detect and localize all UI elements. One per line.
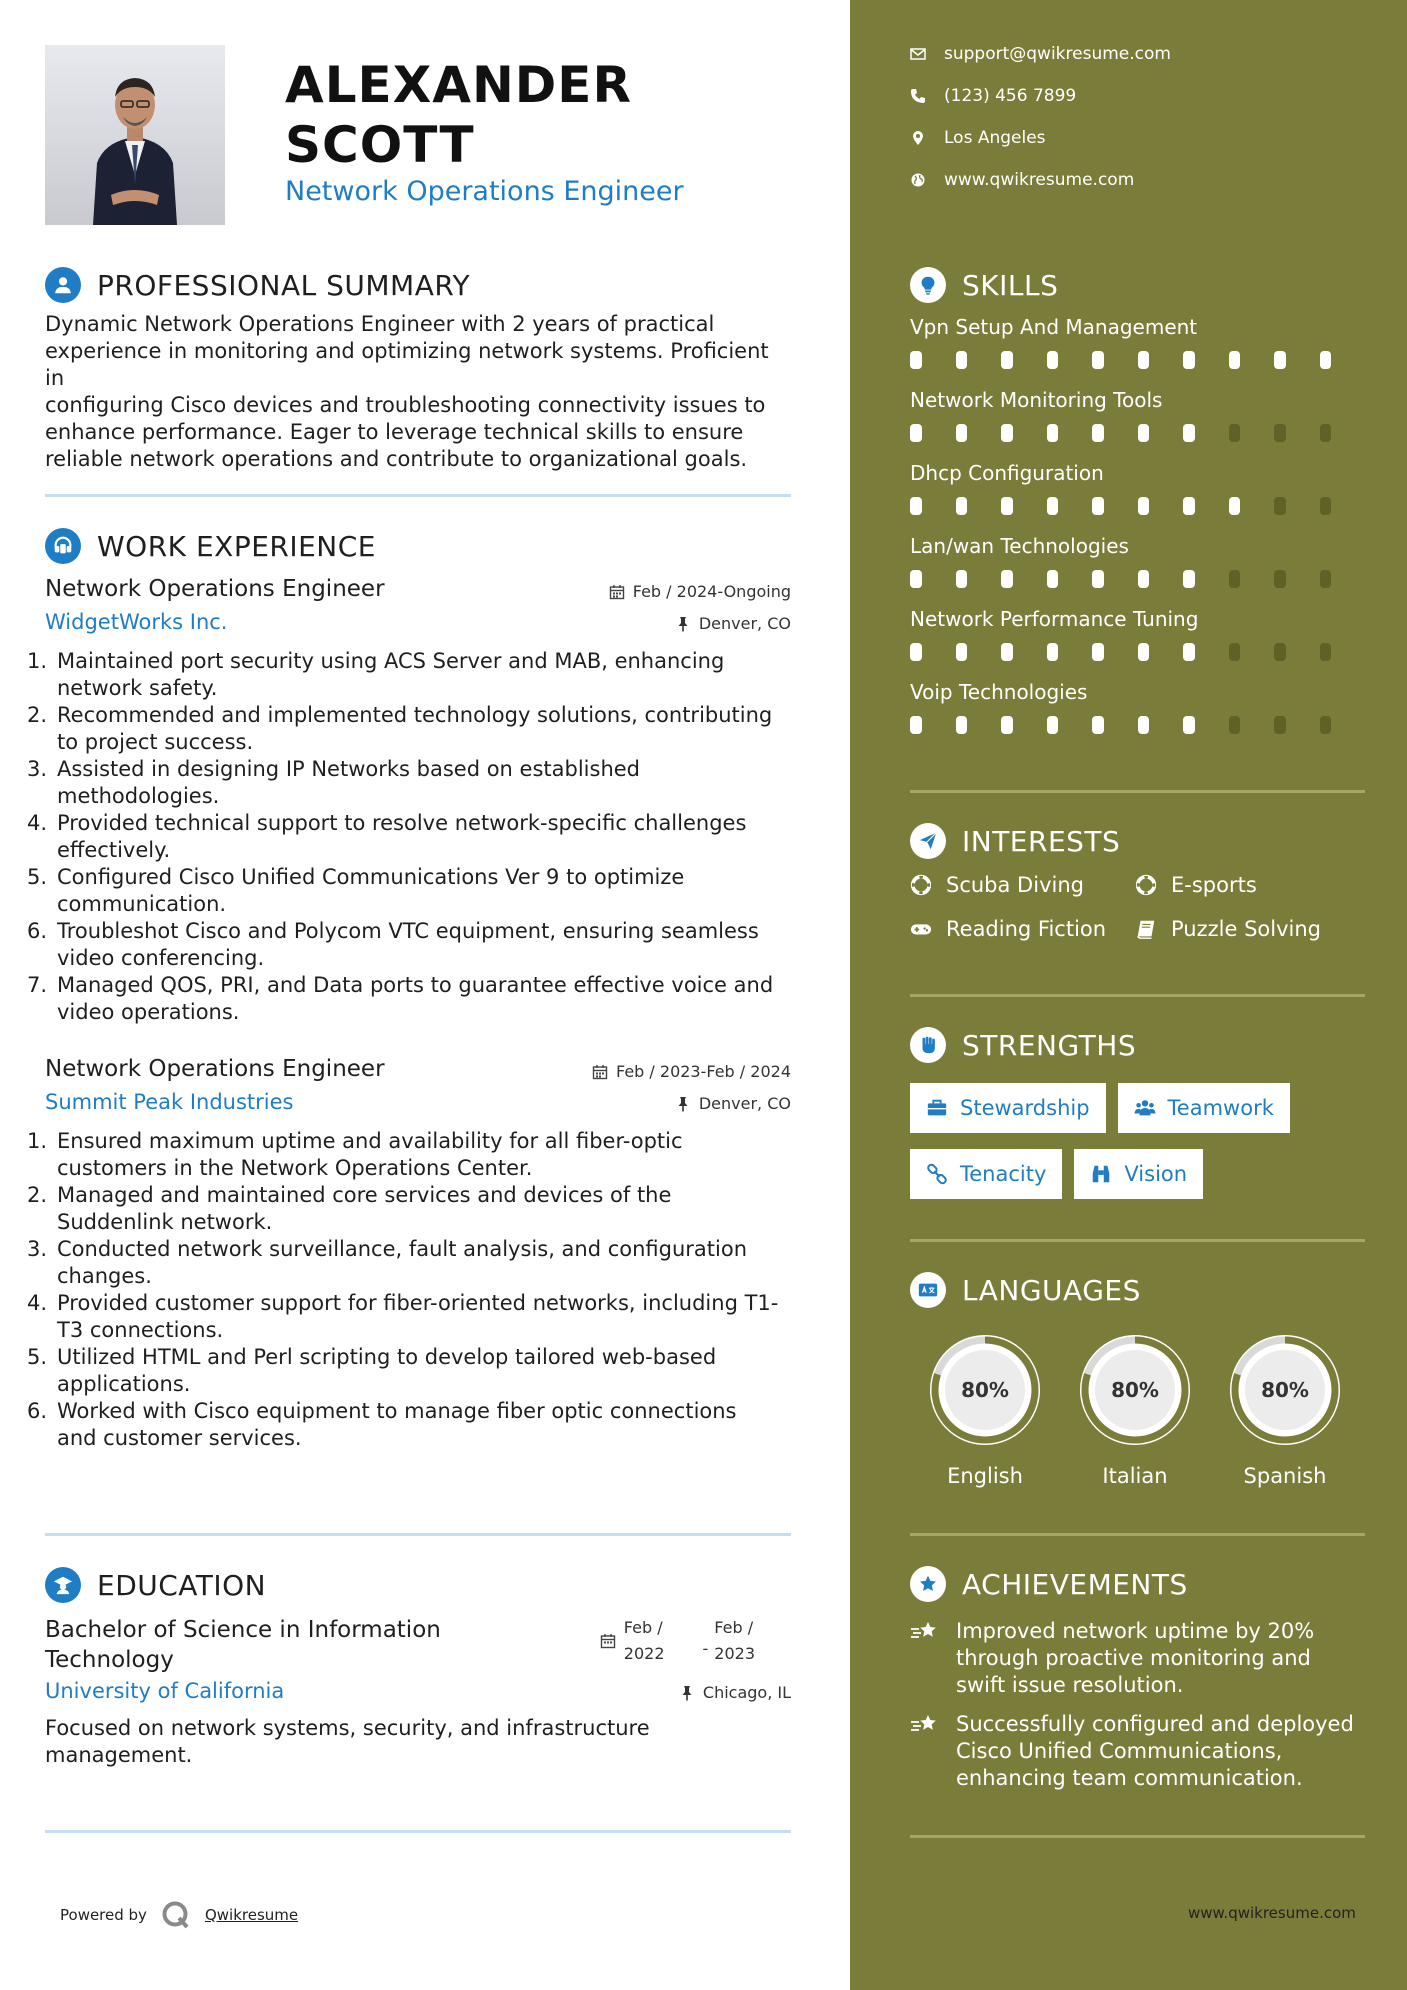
section-divider: [45, 494, 791, 497]
map-pin-icon: [910, 130, 926, 146]
bullet-line: Assisted in designing IP Networks based on established: [57, 757, 641, 781]
bullet-number: 2.: [27, 703, 48, 727]
job-role: Network Operations Engineer: [45, 576, 385, 602]
bullet-number: 7.: [27, 973, 48, 997]
rating-dot-filled: [1138, 570, 1150, 588]
rating-dot-filled: [1092, 570, 1104, 588]
rating-dot-filled: [956, 497, 968, 515]
bullet-line: customers in the Network Operations Center.: [57, 1156, 533, 1180]
language-name: English: [947, 1464, 1023, 1488]
qwikresume-link[interactable]: Qwikresume: [204, 1906, 299, 1924]
bullet-number: 4.: [27, 811, 48, 835]
pushpin-icon: [679, 1685, 695, 1701]
rating-dot-empty: [1274, 424, 1286, 442]
bullet-number: 3.: [27, 1237, 48, 1261]
rating-dot-filled: [956, 643, 968, 661]
skill-item: [910, 532, 1365, 605]
bullet-item: [27, 1236, 791, 1290]
bullet-line: Configured Cisco Unified Communications Ver 9 to optimize: [57, 865, 685, 889]
interest-item: [1135, 873, 1365, 897]
bullet-item: [27, 702, 791, 756]
education-description: [45, 1715, 791, 1769]
summary-text: [45, 311, 791, 473]
summary-section: [45, 265, 791, 473]
rating-dot-filled: [1229, 497, 1241, 515]
job-date: [609, 582, 791, 601]
rating-dot-filled: [1183, 570, 1195, 588]
email-text: support@qwikresume.com: [944, 44, 1171, 64]
job-location-text: Denver, CO: [698, 1094, 791, 1113]
rating-dot-filled: [1047, 716, 1059, 734]
contact-location: [910, 128, 1046, 148]
rating-dot-empty: [1229, 570, 1241, 588]
bullet-line: to project success.: [57, 730, 254, 754]
rating-dot-filled: [1183, 351, 1195, 369]
rating-dot-filled: [1047, 570, 1059, 588]
skill-rating: [910, 351, 1365, 369]
job-location-text: Denver, CO: [698, 614, 791, 633]
bullet-item: [27, 972, 791, 1026]
strength-chip: [1074, 1149, 1203, 1199]
skill-name: Dhcp Configuration: [910, 461, 1104, 485]
description-line: Focused on network systems, security, and infrastructure: [45, 1716, 650, 1740]
skills-heading: SKILLS: [962, 268, 1059, 302]
job-bullets: [27, 648, 791, 1026]
user-icon: [45, 267, 81, 303]
bullet-line: network safety.: [57, 676, 218, 700]
degree-line: Bachelor of Science in Information: [45, 1617, 441, 1643]
briefcase-icon: [926, 1097, 948, 1119]
language-item: [910, 1328, 1060, 1488]
rating-dot-filled: [1001, 643, 1013, 661]
bullet-item: [27, 864, 791, 918]
strengths-heading: STRENGTHS: [962, 1028, 1137, 1062]
pushpin-icon: [675, 1096, 691, 1112]
education-heading: EDUCATION: [97, 1568, 267, 1602]
rating-dot-filled: [910, 497, 922, 515]
rating-dot-filled: [1138, 497, 1150, 515]
job-entry: [27, 1056, 791, 1452]
phone-icon: [910, 88, 926, 104]
rating-dot-filled: [1138, 716, 1150, 734]
bullet-number: 1.: [27, 1129, 48, 1153]
skill-item: [910, 459, 1365, 532]
sidebar-divider: [910, 790, 1365, 793]
bullet-line: Utilized HTML and Perl scripting to develop tailored web-based: [57, 1345, 717, 1369]
bullet-number: 1.: [27, 649, 48, 673]
sidebar-divider: [910, 1533, 1365, 1536]
rating-dot-filled: [1001, 497, 1013, 515]
achievement-item: [910, 1711, 1365, 1792]
star-badge-icon: [910, 1566, 946, 1602]
job-bullets: [27, 1128, 791, 1452]
skill-item: [910, 678, 1365, 751]
rating-dot-filled: [1001, 716, 1013, 734]
education-location: [679, 1683, 791, 1702]
rating-dot-filled: [956, 351, 968, 369]
bullet-item: [27, 1344, 791, 1398]
rating-dot-filled: [1138, 643, 1150, 661]
language-name: Spanish: [1243, 1464, 1327, 1488]
skill-rating: [910, 497, 1365, 515]
experience-heading: WORK EXPERIENCE: [97, 529, 376, 563]
achievement-line: through proactive monitoring and: [956, 1646, 1311, 1670]
bullet-number: 6.: [27, 1399, 48, 1423]
strength-label: Vision: [1124, 1162, 1188, 1186]
skills-section: [910, 265, 1365, 751]
bullet-item: [27, 1182, 791, 1236]
job-date: [592, 1062, 791, 1081]
languages-heading: LANGUAGES: [962, 1273, 1141, 1307]
rating-dot-filled: [1047, 643, 1059, 661]
summary-heading: PROFESSIONAL SUMMARY: [97, 268, 471, 302]
bullet-line: methodologies.: [57, 784, 220, 808]
skills-list: [910, 313, 1365, 751]
rating-dot-empty: [1320, 716, 1332, 734]
rating-dot-filled: [956, 716, 968, 734]
bullet-line: communication.: [57, 892, 227, 916]
headset-icon: [45, 528, 81, 564]
contact-website[interactable]: [910, 170, 1134, 190]
rating-dot-filled: [1092, 643, 1104, 661]
end-year: 2023: [714, 1644, 755, 1663]
bullet-line: applications.: [57, 1372, 191, 1396]
strengths-section: [910, 1025, 1365, 1199]
strength-label: Teamwork: [1167, 1096, 1274, 1120]
bullet-number: 5.: [27, 1345, 48, 1369]
skill-name: Lan/wan Technologies: [910, 534, 1129, 558]
language-item: [1210, 1328, 1360, 1488]
rating-dot-filled: [956, 424, 968, 442]
description-line: management.: [45, 1743, 193, 1767]
summary-line: reliable network operations and contribute to organizational goals.: [45, 447, 748, 471]
interest-item: [1135, 917, 1365, 941]
job-entry: [27, 576, 791, 1026]
section-divider: [45, 1830, 791, 1833]
bullet-line: video operations.: [57, 1000, 240, 1024]
rating-dot-filled: [1183, 424, 1195, 442]
language-progress-ring: [1073, 1328, 1197, 1452]
envelope-icon: [910, 46, 926, 62]
end-month: Feb /: [714, 1618, 754, 1637]
lifebuoy-icon: [910, 874, 932, 896]
rating-dot-filled: [1229, 351, 1241, 369]
first-name: ALEXANDER: [285, 56, 632, 114]
rating-dot-filled: [910, 424, 922, 442]
end-date: [714, 1615, 755, 1667]
calendar-icon: [609, 584, 625, 600]
achievement-line: Cisco Unified Communications,: [956, 1739, 1283, 1763]
skill-name: Network Performance Tuning: [910, 607, 1199, 631]
pushpin-icon: [675, 616, 691, 632]
gamepad-icon: [910, 918, 932, 940]
bullet-number: 4.: [27, 1291, 48, 1315]
language-percent: 80%: [1111, 1378, 1159, 1402]
summary-line: experience in monitoring and optimizing network systems. Proficient in: [45, 339, 769, 390]
bullet-line: Conducted network surveillance, fault analysis, and configuration: [57, 1237, 748, 1261]
job-location: [675, 1094, 791, 1113]
education-date: [600, 1615, 755, 1667]
bullet-line: changes.: [57, 1264, 152, 1288]
book-icon: [1135, 918, 1157, 940]
rating-dot-filled: [1092, 497, 1104, 515]
bullet-line: Ensured maximum uptime and availability for all fiber-optic: [57, 1129, 683, 1153]
bullet-number: 6.: [27, 919, 48, 943]
phone-text: (123) 456 7899: [944, 86, 1077, 106]
summary-line: Dynamic Network Operations Engineer with 2 years of practical: [45, 312, 715, 336]
candidate-title: Network Operations Engineer: [285, 176, 684, 207]
interest-item: [910, 917, 1135, 941]
job-company: Summit Peak Industries: [45, 1090, 294, 1114]
strength-label: Stewardship: [960, 1096, 1090, 1120]
language-percent: 80%: [961, 1378, 1009, 1402]
achievements-section: [910, 1564, 1365, 1792]
sidebar-divider: [910, 1835, 1365, 1838]
rating-dot-filled: [910, 643, 922, 661]
rating-dot-empty: [1274, 570, 1286, 588]
binoculars-icon: [1090, 1163, 1112, 1185]
profile-photo: [45, 45, 225, 225]
rating-dot-empty: [1274, 643, 1286, 661]
location-text: Los Angeles: [944, 128, 1046, 148]
rating-dot-filled: [910, 351, 922, 369]
strength-chip: [1118, 1083, 1290, 1133]
rating-dot-empty: [1274, 716, 1286, 734]
bullet-item: [27, 810, 791, 864]
bullet-item: [27, 1290, 791, 1344]
calendar-icon: [600, 1633, 616, 1649]
bullet-line: T3 connections.: [57, 1318, 224, 1342]
achievement-line: enhancing team communication.: [956, 1766, 1303, 1790]
rating-dot-filled: [1320, 351, 1332, 369]
users-icon: [1134, 1097, 1156, 1119]
bullet-line: Managed QOS, PRI, and Data ports to guarantee effective voice and: [57, 973, 774, 997]
bullet-item: [27, 1398, 791, 1452]
bullet-item: [27, 1128, 791, 1182]
bullet-line: Maintained port security using ACS Server and MAB, enhancing: [57, 649, 725, 673]
bullet-number: 5.: [27, 865, 48, 889]
strength-chip: [910, 1083, 1106, 1133]
language-name: Italian: [1102, 1464, 1168, 1488]
section-divider: [45, 1533, 791, 1536]
skill-item: [910, 605, 1365, 678]
rating-dot-filled: [1047, 424, 1059, 442]
rating-dot-empty: [1229, 643, 1241, 661]
experience-section: [27, 526, 791, 1452]
rating-dot-filled: [1001, 570, 1013, 588]
link-icon: [926, 1163, 948, 1185]
rating-dot-filled: [1001, 351, 1013, 369]
education-section: [45, 1565, 791, 1769]
bullet-line: Worked with Cisco equipment to manage fiber optic connections: [57, 1399, 737, 1423]
skill-name: Network Monitoring Tools: [910, 388, 1163, 412]
skill-item: [910, 313, 1365, 386]
lifebuoy-icon: [1135, 874, 1157, 896]
rating-dot-filled: [1183, 643, 1195, 661]
rating-dot-filled: [910, 716, 922, 734]
skill-rating: [910, 570, 1365, 588]
sidebar: [850, 0, 1407, 1990]
calendar-icon: [592, 1064, 608, 1080]
paper-plane-icon: [910, 823, 946, 859]
rating-dot-empty: [1320, 570, 1332, 588]
summary-line: enhance performance. Eager to leverage technical skills to ensure: [45, 420, 744, 444]
shooting-star-icon: [910, 1713, 940, 1739]
achievement-line: Improved network uptime by 20%: [956, 1619, 1315, 1643]
skill-item: [910, 386, 1365, 459]
start-year: 2022: [623, 1644, 665, 1663]
language-progress-ring: [1223, 1328, 1347, 1452]
bullet-item: [27, 756, 791, 810]
job-date-text: Feb / 2023-Feb / 2024: [616, 1062, 791, 1081]
interest-item: [910, 873, 1135, 897]
job-date-text: Feb / 2024-Ongoing: [632, 582, 791, 601]
bullet-number: 3.: [27, 757, 48, 781]
sidebar-divider: [910, 1239, 1365, 1242]
rating-dot-filled: [1092, 351, 1104, 369]
bullet-line: Provided technical support to resolve network-specific challenges: [57, 811, 747, 835]
date-dash: -: [702, 1638, 709, 1658]
fist-icon: [910, 1027, 946, 1063]
translate-icon: [910, 1272, 946, 1308]
bullet-item: [27, 918, 791, 972]
job-location: [675, 614, 791, 633]
bullet-line: Troubleshot Cisco and Polycom VTC equipment, ensuring seamless: [57, 919, 759, 943]
qwikresume-logo-icon: [161, 1900, 191, 1930]
bullet-item: [27, 648, 791, 702]
skill-rating: [910, 643, 1365, 661]
rating-dot-filled: [1047, 351, 1059, 369]
bullet-number: 2.: [27, 1183, 48, 1207]
job-role: Network Operations Engineer: [45, 1056, 385, 1082]
bullet-line: Suddenlink network.: [57, 1210, 273, 1234]
rating-dot-filled: [1092, 424, 1104, 442]
interest-label: Puzzle Solving: [1171, 917, 1321, 941]
rating-dot-filled: [1183, 497, 1195, 515]
degree-line: Technology: [45, 1647, 174, 1673]
footer-website[interactable]: www.qwikresume.com: [1188, 1904, 1356, 1922]
rating-dot-filled: [1047, 497, 1059, 515]
rating-dot-empty: [1229, 716, 1241, 734]
sidebar-divider: [910, 994, 1365, 997]
job-company: WidgetWorks Inc.: [45, 610, 228, 634]
rating-dot-filled: [1138, 351, 1150, 369]
last-name: SCOTT: [285, 116, 475, 174]
rating-dot-empty: [1320, 497, 1332, 515]
school: University of California: [45, 1679, 285, 1703]
globe-icon: [910, 172, 926, 188]
lightbulb-icon: [910, 267, 946, 303]
languages-section: [910, 1270, 1365, 1488]
rating-dot-filled: [1138, 424, 1150, 442]
rating-dot-filled: [1092, 716, 1104, 734]
rating-dot-filled: [1183, 716, 1195, 734]
degree: [45, 1615, 441, 1675]
rating-dot-empty: [1274, 497, 1286, 515]
powered-by-label: Powered by: [60, 1906, 147, 1924]
achievement-line: Successfully configured and deployed: [956, 1712, 1354, 1736]
rating-dot-empty: [1320, 643, 1332, 661]
rating-dot-empty: [1229, 424, 1241, 442]
rating-dot-filled: [1274, 351, 1286, 369]
rating-dot-empty: [1320, 424, 1332, 442]
bullet-line: effectively.: [57, 838, 171, 862]
achievement-item: [910, 1618, 1365, 1699]
rating-dot-filled: [956, 570, 968, 588]
rating-dot-filled: [910, 570, 922, 588]
contact-email[interactable]: [910, 44, 1171, 64]
powered-by: [60, 1900, 298, 1930]
education-location-text: Chicago, IL: [702, 1683, 791, 1702]
interest-label: Scuba Diving: [946, 873, 1084, 897]
strength-label: Tenacity: [960, 1162, 1047, 1186]
candidate-name: [285, 55, 805, 175]
interest-label: Reading Fiction: [946, 917, 1107, 941]
interests-heading: INTERESTS: [962, 824, 1121, 858]
achievements-heading: ACHIEVEMENTS: [962, 1567, 1188, 1601]
start-month: Feb /: [623, 1618, 663, 1637]
bullet-line: Managed and maintained core services and devices of the: [57, 1183, 672, 1207]
bullet-line: Recommended and implemented technology solutions, contributing: [57, 703, 773, 727]
interests-section: [910, 821, 1365, 941]
graduate-icon: [45, 1567, 81, 1603]
shooting-star-icon: [910, 1620, 940, 1646]
bullet-line: video conferencing.: [57, 946, 265, 970]
skill-rating: [910, 424, 1365, 442]
language-item: [1060, 1328, 1210, 1488]
skill-name: Vpn Setup And Management: [910, 315, 1198, 339]
interest-label: E-sports: [1171, 873, 1257, 897]
strength-chip: [910, 1149, 1062, 1199]
rating-dot-filled: [1001, 424, 1013, 442]
achievement-line: swift issue resolution.: [956, 1673, 1184, 1697]
bullet-line: Provided customer support for fiber-oriented networks, including T1-: [57, 1291, 779, 1315]
skill-rating: [910, 716, 1365, 734]
contact-phone[interactable]: [910, 86, 1076, 106]
skill-name: Voip Technologies: [910, 680, 1088, 704]
language-progress-ring: [923, 1328, 1047, 1452]
bullet-line: and customer services.: [57, 1426, 302, 1450]
start-date: [624, 1615, 665, 1667]
language-percent: 80%: [1261, 1378, 1309, 1402]
website-text: www.qwikresume.com: [944, 170, 1135, 190]
summary-line: configuring Cisco devices and troubleshooting connectivity issues to: [45, 393, 766, 417]
